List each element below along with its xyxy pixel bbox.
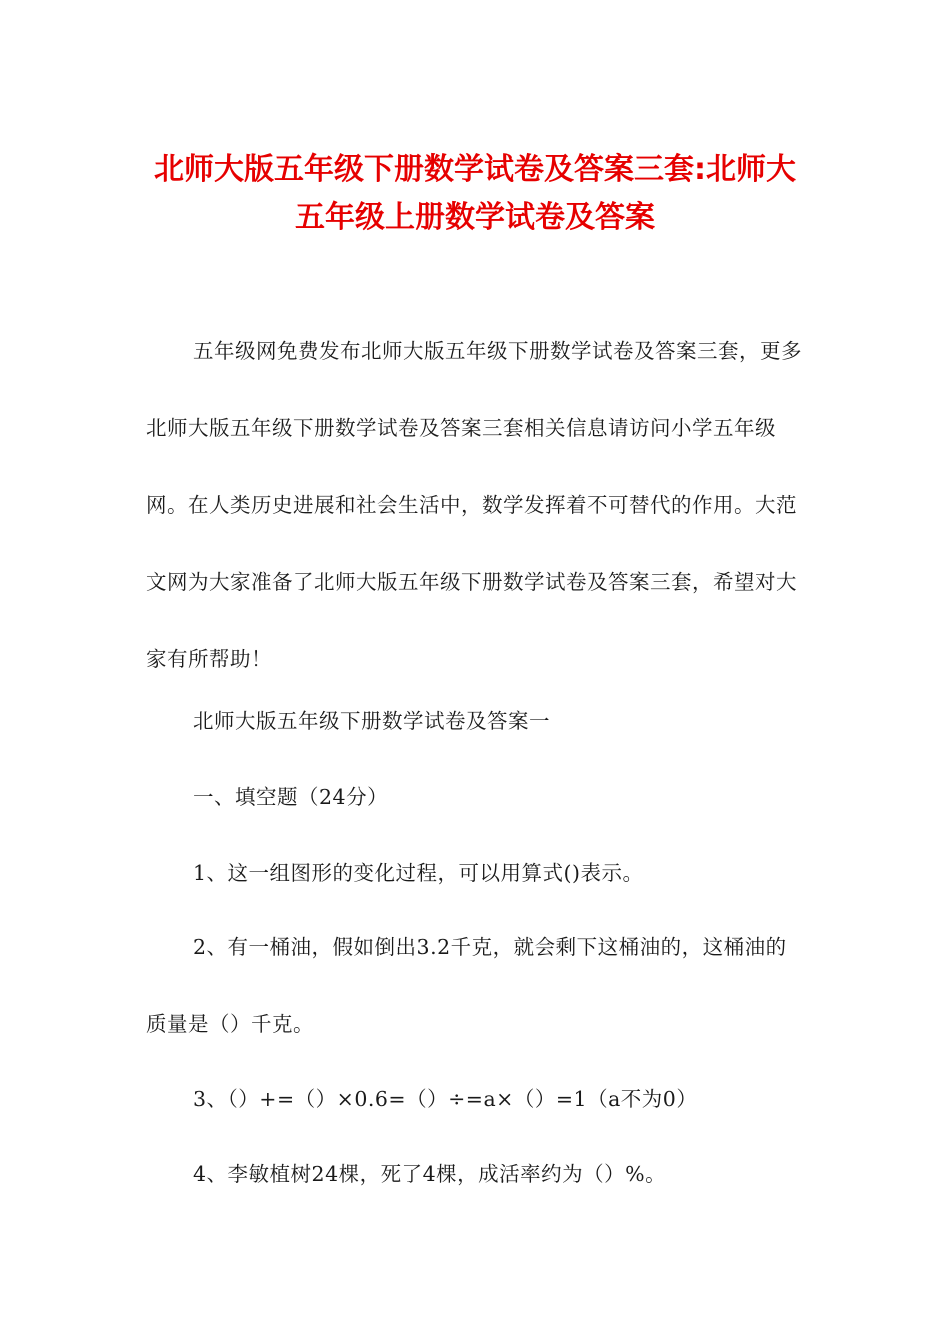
- part-one-heading: 一、填空题（24分）: [193, 785, 389, 809]
- document-title: 北师大版五年级下册数学试卷及答案三套:北师大五年级上册数学试卷及答案: [154, 152, 796, 235]
- question-3: 3、（）+=（）×0.6=（）÷=a×（）=1（a不为0）: [193, 1087, 698, 1111]
- question-4: 4、李敏植树24棵，死了4棵，成活率约为（）%。: [193, 1162, 667, 1186]
- question-1: 1、这一组图形的变化过程，可以用算式()表示。: [193, 861, 644, 885]
- question-2: 2、有一桶油，假如倒出3.2千克，就会剩下这桶油的，这桶油的质量是（）千克。: [146, 935, 787, 1036]
- section-title: 北师大版五年级下册数学试卷及答案一: [193, 709, 550, 733]
- intro-paragraph: 五年级网免费发布北师大版五年级下册数学试卷及答案三套，更多北师大版五年级下册数学试卷及答案三套相关信息请访问小学五年级网。在人类历史进展和社会生活中，数学发挥着不可替代的作用。大范文网为大家准备了北师大版五年级下册数学试卷及答案三套，希望对大家有所帮助！: [146, 339, 802, 671]
